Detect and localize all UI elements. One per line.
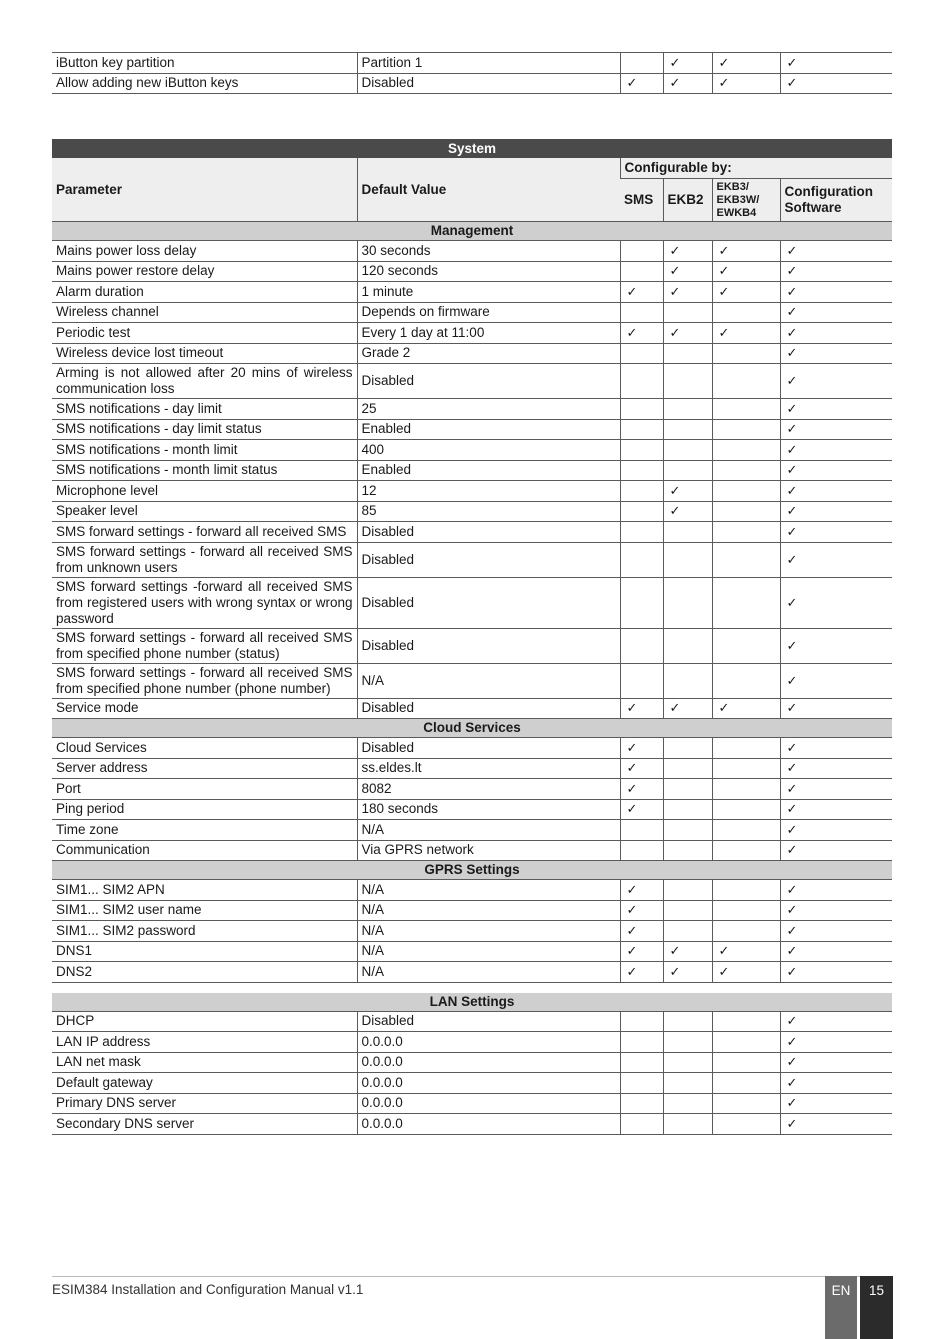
ekb3-check-cell	[712, 738, 780, 759]
sms-check-cell: ✓	[620, 962, 663, 983]
config-software-check-cell: ✓	[780, 738, 892, 759]
parameter-cell: LAN net mask	[52, 1052, 357, 1073]
ekb2-check-cell	[663, 840, 712, 861]
ekb3-check-cell	[712, 628, 780, 663]
ekb2-check-cell	[663, 880, 712, 901]
ekb3-check-cell	[712, 399, 780, 420]
config-software-check-cell: ✓	[780, 73, 892, 94]
header-ekb3-line3: EWKB4	[716, 206, 757, 219]
ekb3-check-cell	[712, 900, 780, 921]
config-software-check-cell: ✓	[780, 840, 892, 861]
ekb3-check-cell	[712, 419, 780, 440]
sms-check-cell: ✓	[620, 779, 663, 800]
parameter-cell: SMS notifications - month limit	[52, 440, 357, 461]
config-software-check-cell: ✓	[780, 522, 892, 543]
ekb2-check-cell: ✓	[663, 73, 712, 94]
section-title: GPRS Settings	[52, 861, 892, 880]
ekb3-check-cell	[712, 921, 780, 942]
default-value-cell: Disabled	[357, 364, 620, 399]
header-ekb3-line2: EKB3W/	[716, 193, 760, 206]
sms-check-cell	[620, 261, 663, 282]
default-value-cell: 1 minute	[357, 282, 620, 303]
config-software-check-cell: ✓	[780, 1093, 892, 1114]
table-row	[52, 921, 892, 942]
parameter-cell: Time zone	[52, 820, 357, 841]
sms-check-cell	[620, 1114, 663, 1135]
default-value-cell: 0.0.0.0	[357, 1073, 620, 1094]
header-sms: SMS	[620, 179, 663, 222]
ekb2-check-cell	[663, 343, 712, 364]
parameter-cell: SMS notifications - day limit status	[52, 419, 357, 440]
config-software-check-cell: ✓	[780, 261, 892, 282]
ekb3-check-cell	[712, 1011, 780, 1032]
parameter-cell: SMS forward settings - forward all received SMS from unknown users	[52, 542, 357, 577]
config-software-check-cell: ✓	[780, 941, 892, 962]
ekb3-check-cell	[712, 880, 780, 901]
ekb3-check-cell	[712, 460, 780, 481]
ekb2-check-cell	[663, 302, 712, 323]
parameter-cell: Wireless device lost timeout	[52, 343, 357, 364]
parameter-cell: SMS forward settings -forward all received SMS from registered users with wrong syntax or wrong password	[52, 577, 357, 628]
table-row	[52, 542, 892, 577]
config-software-check-cell: ✓	[780, 1073, 892, 1094]
sms-check-cell	[620, 628, 663, 663]
ekb2-check-cell	[663, 758, 712, 779]
parameter-cell: iButton key partition	[52, 53, 357, 74]
parameter-cell: Arming is not allowed after 20 mins of wireless communication loss	[52, 364, 357, 399]
table-row	[52, 663, 892, 698]
parameter-cell: Wireless channel	[52, 302, 357, 323]
ekb2-check-cell	[663, 820, 712, 841]
default-value-cell: Disabled	[357, 577, 620, 628]
default-value-cell: N/A	[357, 820, 620, 841]
default-value-cell: ss.eldes.lt	[357, 758, 620, 779]
table-row	[52, 364, 892, 399]
ekb2-check-cell	[663, 440, 712, 461]
default-value-cell: 400	[357, 440, 620, 461]
footer-manual-title: ESIM384 Installation and Configuration Manual v1.1	[52, 1282, 364, 1297]
table-row	[52, 840, 892, 861]
sms-check-cell	[620, 820, 663, 841]
parameter-cell: SMS notifications - month limit status	[52, 460, 357, 481]
table-row	[52, 282, 892, 303]
default-value-cell: N/A	[357, 663, 620, 698]
parameter-cell: DHCP	[52, 1011, 357, 1032]
section-title: LAN Settings	[52, 993, 892, 1012]
table-row	[52, 1093, 892, 1114]
table-row	[52, 1032, 892, 1053]
default-value-cell: 30 seconds	[357, 241, 620, 262]
parameter-cell: Ping period	[52, 799, 357, 820]
default-value-cell: N/A	[357, 880, 620, 901]
ekb3-check-cell	[712, 820, 780, 841]
ekb2-check-cell: ✓	[663, 53, 712, 74]
table-row	[52, 628, 892, 663]
config-software-check-cell: ✓	[780, 698, 892, 719]
ekb2-check-cell: ✓	[663, 941, 712, 962]
sms-check-cell	[620, 440, 663, 461]
default-value-cell: N/A	[357, 941, 620, 962]
ekb2-check-cell	[663, 542, 712, 577]
ekb2-check-cell	[663, 364, 712, 399]
config-software-check-cell: ✓	[780, 241, 892, 262]
parameter-cell: Server address	[52, 758, 357, 779]
parameter-cell: Secondary DNS server	[52, 1114, 357, 1135]
footer-page-number: 15	[860, 1276, 893, 1339]
ekb2-check-cell	[663, 419, 712, 440]
header-default-value: Default Value	[357, 158, 620, 222]
footer-divider	[52, 1276, 892, 1277]
default-value-cell: Enabled	[357, 460, 620, 481]
ekb3-check-cell: ✓	[712, 282, 780, 303]
default-value-cell: 8082	[357, 779, 620, 800]
table-row	[52, 779, 892, 800]
parameter-cell: SMS forward settings - forward all received SMS	[52, 522, 357, 543]
parameter-cell: Mains power loss delay	[52, 241, 357, 262]
ekb2-check-cell	[663, 1032, 712, 1053]
system-settings-table	[52, 139, 892, 1135]
config-software-check-cell: ✓	[780, 501, 892, 522]
config-software-check-cell: ✓	[780, 820, 892, 841]
table-row	[52, 399, 892, 420]
config-software-check-cell: ✓	[780, 1114, 892, 1135]
config-software-check-cell: ✓	[780, 419, 892, 440]
footer-language-tab: EN	[825, 1276, 857, 1339]
sms-check-cell	[620, 419, 663, 440]
section-header	[52, 222, 892, 241]
table-row	[52, 880, 892, 901]
config-software-check-cell: ✓	[780, 1011, 892, 1032]
parameter-cell: Microphone level	[52, 481, 357, 502]
default-value-cell: Disabled	[357, 1011, 620, 1032]
default-value-cell: N/A	[357, 962, 620, 983]
parameter-cell: Periodic test	[52, 323, 357, 344]
ekb3-check-cell	[712, 663, 780, 698]
ekb2-check-cell	[663, 522, 712, 543]
config-software-check-cell: ✓	[780, 364, 892, 399]
default-value-cell: 0.0.0.0	[357, 1114, 620, 1135]
sms-check-cell	[620, 1032, 663, 1053]
ekb3-check-cell: ✓	[712, 53, 780, 74]
ekb2-check-cell	[663, 738, 712, 759]
header-cfg-line1: Configuration	[784, 184, 873, 199]
header-configurable-by: Configurable by:	[620, 158, 892, 179]
config-software-check-cell: ✓	[780, 577, 892, 628]
sms-check-cell	[620, 399, 663, 420]
sms-check-cell	[620, 577, 663, 628]
table-row	[52, 343, 892, 364]
parameter-cell: SMS forward settings - forward all received SMS from specified phone number (status)	[52, 628, 357, 663]
config-software-check-cell: ✓	[780, 779, 892, 800]
ekb3-check-cell	[712, 440, 780, 461]
default-value-cell: 180 seconds	[357, 799, 620, 820]
ekb2-check-cell: ✓	[663, 698, 712, 719]
header-ekb3	[712, 179, 780, 222]
parameter-cell: SMS forward settings - forward all received SMS from specified phone number (phone number)	[52, 663, 357, 698]
parameter-cell: Mains power restore delay	[52, 261, 357, 282]
ekb2-check-cell: ✓	[663, 323, 712, 344]
sms-check-cell: ✓	[620, 73, 663, 94]
default-value-cell: Via GPRS network	[357, 840, 620, 861]
table-row	[52, 941, 892, 962]
table-row	[52, 419, 892, 440]
ekb3-check-cell	[712, 1032, 780, 1053]
ekb3-check-cell	[712, 1114, 780, 1135]
default-value-cell: Disabled	[357, 542, 620, 577]
sms-check-cell	[620, 481, 663, 502]
section-title: Cloud Services	[52, 719, 892, 738]
sms-check-cell	[620, 542, 663, 577]
parameter-cell: LAN IP address	[52, 1032, 357, 1053]
sms-check-cell	[620, 840, 663, 861]
sms-check-cell: ✓	[620, 799, 663, 820]
parameter-cell: Allow adding new iButton keys	[52, 73, 357, 94]
table-row	[52, 302, 892, 323]
ekb2-check-cell	[663, 1073, 712, 1094]
default-value-cell: Every 1 day at 11:00	[357, 323, 620, 344]
default-value-cell: Disabled	[357, 738, 620, 759]
ekb2-check-cell	[663, 779, 712, 800]
table-row	[52, 241, 892, 262]
config-software-check-cell: ✓	[780, 282, 892, 303]
sms-check-cell	[620, 522, 663, 543]
default-value-cell: Partition 1	[357, 53, 620, 74]
config-software-check-cell: ✓	[780, 542, 892, 577]
section-gap-cell	[52, 982, 892, 993]
section-header	[52, 993, 892, 1012]
ekb2-check-cell	[663, 399, 712, 420]
sms-check-cell: ✓	[620, 698, 663, 719]
parameter-cell: Alarm duration	[52, 282, 357, 303]
parameter-cell: Cloud Services	[52, 738, 357, 759]
ekb3-check-cell: ✓	[712, 941, 780, 962]
sms-check-cell	[620, 460, 663, 481]
sms-check-cell: ✓	[620, 323, 663, 344]
table-row	[52, 1011, 892, 1032]
default-value-cell: Enabled	[357, 419, 620, 440]
table-row	[52, 440, 892, 461]
ekb2-check-cell	[663, 460, 712, 481]
table-row	[52, 261, 892, 282]
ekb2-check-cell	[663, 921, 712, 942]
table-row	[52, 481, 892, 502]
table-row	[52, 1114, 892, 1135]
header-ekb3-line1: EKB3/	[716, 180, 749, 193]
config-software-check-cell: ✓	[780, 481, 892, 502]
sms-check-cell	[620, 663, 663, 698]
parameter-cell: SIM1... SIM2 password	[52, 921, 357, 942]
config-software-check-cell: ✓	[780, 900, 892, 921]
ekb3-check-cell	[712, 522, 780, 543]
header-parameter: Parameter	[52, 158, 357, 222]
ekb2-check-cell	[663, 1093, 712, 1114]
ekb3-check-cell	[712, 799, 780, 820]
ekb3-check-cell: ✓	[712, 241, 780, 262]
sms-check-cell	[620, 501, 663, 522]
config-software-check-cell: ✓	[780, 758, 892, 779]
ekb3-check-cell	[712, 542, 780, 577]
table-title: System	[52, 139, 892, 158]
default-value-cell: Grade 2	[357, 343, 620, 364]
ekb3-check-cell	[712, 1093, 780, 1114]
ekb2-check-cell: ✓	[663, 501, 712, 522]
sms-check-cell	[620, 1093, 663, 1114]
table-row	[52, 460, 892, 481]
default-value-cell: Disabled	[357, 628, 620, 663]
table-row	[52, 1052, 892, 1073]
table-row	[52, 53, 892, 74]
section-header	[52, 861, 892, 880]
default-value-cell: 120 seconds	[357, 261, 620, 282]
ekb3-check-cell	[712, 481, 780, 502]
table-row	[52, 698, 892, 719]
sms-check-cell: ✓	[620, 758, 663, 779]
parameter-cell: Communication	[52, 840, 357, 861]
parameter-cell: SIM1... SIM2 APN	[52, 880, 357, 901]
table-row	[52, 799, 892, 820]
sms-check-cell	[620, 1073, 663, 1094]
table-row	[52, 577, 892, 628]
ekb3-check-cell	[712, 1052, 780, 1073]
table-row	[52, 962, 892, 983]
sms-check-cell	[620, 1011, 663, 1032]
ekb2-check-cell	[663, 1011, 712, 1032]
ekb2-check-cell	[663, 1052, 712, 1073]
parameter-cell: DNS2	[52, 962, 357, 983]
table-row	[52, 738, 892, 759]
table-row	[52, 1073, 892, 1094]
sms-check-cell	[620, 302, 663, 323]
default-value-cell: Depends on firmware	[357, 302, 620, 323]
header-ekb2: EKB2	[663, 179, 712, 222]
ekb3-check-cell: ✓	[712, 962, 780, 983]
config-software-check-cell: ✓	[780, 302, 892, 323]
sms-check-cell	[620, 53, 663, 74]
config-software-check-cell: ✓	[780, 323, 892, 344]
table-row	[52, 820, 892, 841]
section-header	[52, 719, 892, 738]
table-row	[52, 522, 892, 543]
ekb3-check-cell	[712, 577, 780, 628]
table-row	[52, 73, 892, 94]
table-row	[52, 758, 892, 779]
parameter-cell: SMS notifications - day limit	[52, 399, 357, 420]
config-software-check-cell: ✓	[780, 343, 892, 364]
ekb2-check-cell: ✓	[663, 261, 712, 282]
config-software-check-cell: ✓	[780, 799, 892, 820]
parameter-cell: Service mode	[52, 698, 357, 719]
section-title: Management	[52, 222, 892, 241]
ekb3-check-cell	[712, 364, 780, 399]
ekb3-check-cell: ✓	[712, 698, 780, 719]
ekb2-check-cell	[663, 1114, 712, 1135]
ekb2-check-cell: ✓	[663, 241, 712, 262]
default-value-cell: Disabled	[357, 698, 620, 719]
sms-check-cell	[620, 343, 663, 364]
default-value-cell: N/A	[357, 921, 620, 942]
default-value-cell: 25	[357, 399, 620, 420]
config-software-check-cell: ✓	[780, 53, 892, 74]
ekb2-check-cell	[663, 577, 712, 628]
parameter-cell: Default gateway	[52, 1073, 357, 1094]
default-value-cell: 12	[357, 481, 620, 502]
default-value-cell: 0.0.0.0	[357, 1093, 620, 1114]
config-software-check-cell: ✓	[780, 962, 892, 983]
default-value-cell: N/A	[357, 900, 620, 921]
ekb3-check-cell	[712, 343, 780, 364]
config-software-check-cell: ✓	[780, 628, 892, 663]
ekb3-check-cell: ✓	[712, 73, 780, 94]
sms-check-cell: ✓	[620, 941, 663, 962]
table-row	[52, 501, 892, 522]
table-row	[52, 900, 892, 921]
sms-check-cell: ✓	[620, 880, 663, 901]
config-software-check-cell: ✓	[780, 1052, 892, 1073]
header-configuration-software	[780, 179, 892, 222]
sms-check-cell	[620, 1052, 663, 1073]
ekb2-check-cell	[663, 628, 712, 663]
config-software-check-cell: ✓	[780, 921, 892, 942]
ekb2-check-cell: ✓	[663, 282, 712, 303]
config-software-check-cell: ✓	[780, 663, 892, 698]
sms-check-cell: ✓	[620, 738, 663, 759]
ekb2-check-cell	[663, 799, 712, 820]
header-cfg-line2: Software	[784, 200, 842, 215]
ekb2-check-cell	[663, 663, 712, 698]
parameter-cell: Port	[52, 779, 357, 800]
ekb3-check-cell	[712, 779, 780, 800]
default-value-cell: Disabled	[357, 73, 620, 94]
config-software-check-cell: ✓	[780, 1032, 892, 1053]
ekb3-check-cell	[712, 840, 780, 861]
parameter-cell: DNS1	[52, 941, 357, 962]
config-software-check-cell: ✓	[780, 460, 892, 481]
default-value-cell: Disabled	[357, 522, 620, 543]
ibutton-settings-table	[52, 52, 892, 94]
sms-check-cell: ✓	[620, 282, 663, 303]
default-value-cell: 0.0.0.0	[357, 1052, 620, 1073]
sms-check-cell	[620, 241, 663, 262]
ekb3-check-cell	[712, 758, 780, 779]
ekb3-check-cell: ✓	[712, 323, 780, 344]
ekb3-check-cell	[712, 1073, 780, 1094]
parameter-cell: SIM1... SIM2 user name	[52, 900, 357, 921]
config-software-check-cell: ✓	[780, 880, 892, 901]
ekb2-check-cell: ✓	[663, 962, 712, 983]
ekb3-check-cell	[712, 501, 780, 522]
ekb2-check-cell	[663, 900, 712, 921]
parameter-cell: Primary DNS server	[52, 1093, 357, 1114]
table-row	[52, 323, 892, 344]
sms-check-cell: ✓	[620, 900, 663, 921]
sms-check-cell: ✓	[620, 921, 663, 942]
ekb3-check-cell: ✓	[712, 261, 780, 282]
default-value-cell: 0.0.0.0	[357, 1032, 620, 1053]
section-gap	[52, 982, 892, 993]
config-software-check-cell: ✓	[780, 440, 892, 461]
parameter-cell: Speaker level	[52, 501, 357, 522]
ekb3-check-cell	[712, 302, 780, 323]
ekb2-check-cell: ✓	[663, 481, 712, 502]
config-software-check-cell: ✓	[780, 399, 892, 420]
sms-check-cell	[620, 364, 663, 399]
default-value-cell: 85	[357, 501, 620, 522]
